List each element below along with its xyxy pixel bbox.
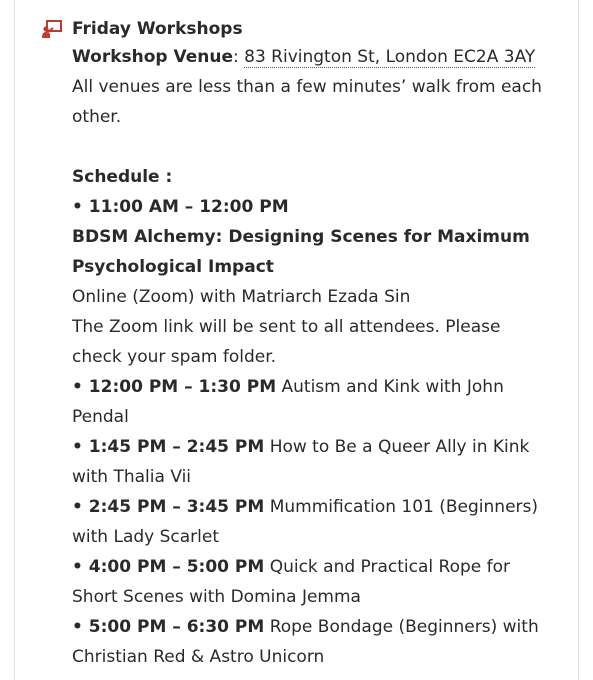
- schedule-item-time: • 1:45 PM – 2:45 PM: [72, 437, 265, 457]
- venue-address-link[interactable]: 83 Rivington St, London EC2A 3AY: [244, 47, 536, 67]
- schedule-item-desc: Rope Bondage (Beginners) with Christian Red & Astro Unicorn: [72, 617, 539, 667]
- schedule-item: [72, 612, 550, 672]
- content-border-right: [578, 0, 579, 680]
- schedule-item: [72, 492, 550, 552]
- schedule-item-time: • 12:00 PM – 1:30 PM: [72, 377, 277, 397]
- schedule-item: [72, 372, 550, 432]
- presentation-board-icon: [41, 19, 63, 39]
- section-title: Friday Workshops: [72, 19, 243, 39]
- schedule-item-time: • 4:00 PM – 5:00 PM: [72, 557, 265, 577]
- schedule-item-title: BDSM Alchemy: Designing Scenes for Maximum Psychological Impact: [72, 227, 530, 277]
- schedule-item-time: • 11:00 AM – 12:00 PM: [72, 197, 289, 217]
- schedule-item-note: The Zoom link will be sent to all attendees. Please check your spam folder.: [72, 317, 501, 367]
- content-border-left: [14, 0, 15, 680]
- schedule-item-location: Online (Zoom) with Matriarch Ezada Sin: [72, 287, 411, 307]
- workshop-details: [72, 42, 550, 672]
- schedule-item-desc: Autism and Kink with John Pendal: [72, 377, 504, 427]
- schedule-item: [72, 552, 550, 612]
- schedule-item-time: • 5:00 PM – 6:30 PM: [72, 617, 265, 637]
- schedule-item-desc: Mummification 101 (Beginners) with Lady Scarlet: [72, 497, 539, 547]
- schedule-item-time: • 2:45 PM – 3:45 PM: [72, 497, 265, 517]
- schedule-item-desc: Quick and Practical Rope for Short Scenes with Domina Jemma: [72, 557, 511, 607]
- venue-note: All venues are less than a few minutes’ walk from each other.: [72, 77, 542, 127]
- section-header: [41, 16, 243, 42]
- schedule-item-desc: How to Be a Queer Ally in Kink with Thalia Vii: [72, 437, 530, 487]
- schedule-item: [72, 432, 550, 492]
- venue-line: Workshop Venue: 83 Rivington St, London EC2A 3AY: [72, 47, 536, 67]
- schedule-heading: Schedule :: [72, 167, 173, 187]
- venue-label: Workshop Venue: [72, 47, 233, 67]
- spacer: [72, 132, 550, 162]
